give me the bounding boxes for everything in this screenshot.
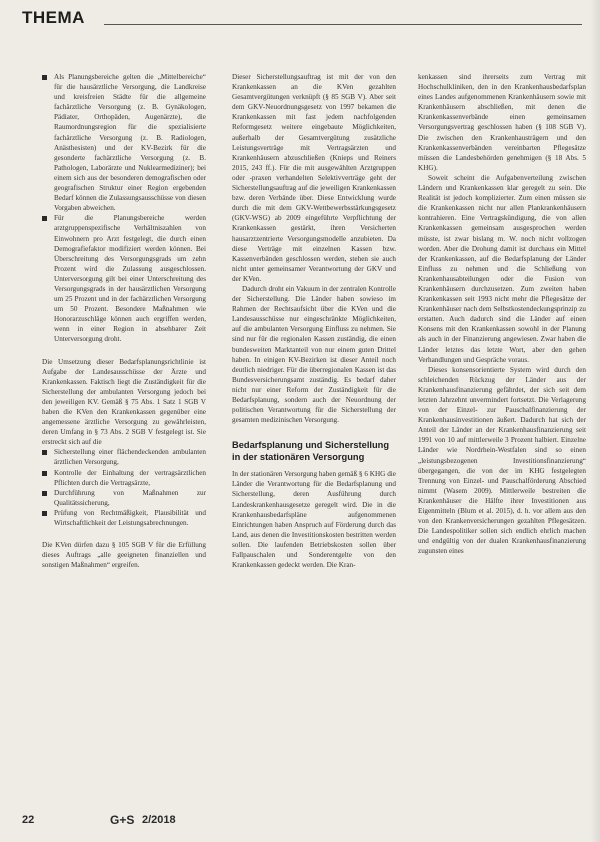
list-item: Prüfung von Rechtmäßigkeit, Plausibilität und Wirtschaftlichkeit der Leistungsabrechnungen. xyxy=(42,508,206,528)
paragraph: Soweit scheint die Aufgabenverteilung zwischen Ländern und Krankenkassen klar geregelt zu sein. Die Realität ist jedoch komplizierter. Zum einen müssen sie die Krankenkassen nicht nur allen Plankrankenhäusern kontrahieren. Eine Vertragskündigung, die von allen Krankenkassen gemeinsam ausgesprochen werden müsste, ist zwar bislang m. W. noch nicht vollzogen worden. Aber die Drohung damit ist durchaus ein Mittel der Krankenkassen, auf die Bedarfsplanung der Länder Einfluss zu nehmen und die Schließung von Krankenhausabteilungen oder die Fusion von Krankenhäusern durchzusetzen. Zum zweiten haben Krankenkassen seit 1993 nicht mehr die Pflegesätze der Krankenhäuser nach dem Selbstkostendeckungsprinzip zu erstatten. Auch dadurch sind die Länder auf einen Konsens mit den Krankenkassen sowohl in der Planung als auch in der Finanzierung angewiesen. Zwar haben die Länder letztes das letzte Wort, aber den gehen Verhandlungen und Gespräche voraus. xyxy=(418,173,586,364)
gutter-shadow xyxy=(590,0,600,842)
list-item: Als Planungsbereiche gelten die „Mittelbereiche“ für die hausärztliche Versorgung, die Landkreise und kreisfreien Städte für die allgemeine fachärztliche Versorgung (z. B. Gynäkologen, Pädiater, Orthopäden, Augenärzte), die Raumordnungsregion für die spezialisierte fachärztliche Versorgung (z. B. Radiologen, Anästhesisten) und der KV-Bezirk für die gesonderte fachärztliche Versorgung (z. B. Pathologen, Laborärzte und Nuklearmediziner); bei einem sich aus der besonderen demografischen oder geografischen Struktur einer Region ergebenden Bedarf können die Zulassungsausschüsse von diesen Vorgaben abweichen. xyxy=(42,72,206,213)
section-header xyxy=(22,8,582,34)
journal-name: G+S xyxy=(110,813,135,827)
paragraph: In der stationären Versorgung haben gemäß § 6 KHG die Länder die Verantwortung für die Bedarfsplanung und Sicherstellung, deren Ausführung durch Landeskrankenhausgesetze geregelt wird. Die in die Krankenhausbedarfspläne aufgenommenen Einrichtungen haben Anspruch auf Förderung durch das Land, aus denen die Investitionskosten bestritten werden sollen. Die laufenden Betriebskosten sollen über Fallpauschalen und Sonderentgelte von den Krankenkassen gedeckt werden. Die Kran- xyxy=(232,470,396,570)
issue-number: 2/2018 xyxy=(142,814,176,826)
paragraph: Dadurch droht ein Vakuum in der zentralen Kontrolle der Sicherstellung. Die Länder haben sowieso im Rahmen der Rechtsaufsicht über die KVen und die Landesausschüsse nur eingeschränkte Möglichkeiten, auf die ambulanten Versorgung Einfluss zu nehmen. Sie sind nur für die regionalen Kassen zuständig, die einen bundesweiten Marktanteil von nur einem guten Drittel haben. In einigen KV-Bezirken ist dieser Anteil noch deutlich niedriger. Für die überregionalen Kassen ist das Bundesversicherungsamt zuständig. Es bedarf daher nicht nur einer Reform der Zuständigkeit für die Bedarfsplanung, sondern auch der Neuordnung der politischen Verantwortung für die Sicherstellung der gesamten medizinischen Versorgung. xyxy=(232,284,396,425)
text-column-1 xyxy=(42,72,206,762)
page-footer xyxy=(22,812,582,832)
bullet-list-planning xyxy=(42,72,206,345)
paragraph: Dieser Sicherstellungsauftrag ist mit der von den Krankenkassen an die KVen gezahlten Gesamtvergütungen verknüpft (§ 85 SGB V). Aber seit dem GKV-Neuordnungsgesetz von 1997 bekamen die Krankenkassen mit fast jedem nachfolgenden Reformgesetz weitere eingebaute Möglichkeiten, außerhalb der Gesamtvergütung zusätzliche Leistungsverträge mit Vertragsärzten und Krankenhäusern abzuschließen (Knieps und Reiners 2015, 243 ff.). Für die mit ausgewählten Arztgruppen oder -praxen verhandelten Selektivverträge geht der Sicherstellungsauftrag auf die jeweiligen Krankenkassen bzw. deren Verbände über. Diese Entwicklung wurde durch die mit dem GKV-Wettbewerbsstärkungsgesetz (GKV-WSG) ab 2009 eingeführte Verpflichtung der Krankenkassen gestärkt, ihren Versicherten hausarztzentrierte Versorgungsmodelle anzubieten. Da diese Verträge mit einzelnen Kassen bzw. Kassenverbänden geschlossen werden, stehen sie auch nicht unter gemeinsamer Verantwortung der GKV und der KVen. xyxy=(232,73,396,283)
list-item: Sicherstellung einer flächendeckenden ambulanten ärztlichen Versorgung, xyxy=(42,447,206,467)
text-column-3 xyxy=(418,72,586,792)
page-number: 22 xyxy=(22,814,35,826)
section-title: THEMA xyxy=(22,8,85,27)
spacer xyxy=(42,528,206,540)
list-item: Kontrolle der Einhaltung der vertragsärztlichen Pflichten durch die Vertragsärzte, xyxy=(42,468,206,488)
subheading: Bedarfsplanung und Sicherstellung in der stationären Versorgung xyxy=(232,440,390,463)
header-rule xyxy=(104,24,582,25)
paragraph: Die KVen dürfen dazu § 105 SGB V für die Erfüllung dieses Auftrags „alle geeigneten finanziellen und sonstigen Maßnahmen“ ergreifen. xyxy=(42,541,206,570)
paragraph: Dieses konsensorientierte System wird durch den schleichenden Rückzug der Länder aus der Krankenhausfinanzierung gefährdet, der sich seit dem letzten Jahrzehnt unvermindert fortsetzt. Die Verlagerung von der Einzel- zur Pauschalfinanzierung der Krankenhausinvestitionen äußert. Dadurch hat sich der Anteil der Länder an der Krankenhausfinanzierung seit 1991 von 10 auf mittlerweile 3 Prozent halbiert. Einzelne Länder wie Nordrhein-Westfalen sind so einen „leistungsbezogenen Investitionsfinanzierung“ übergegangen, die von der im KHG festgelegten Trennung von Einzel- und Pauschalförderung Abschied nimmt (Wasem 2009). Mittlerweile bestreiten die Krankenhäuser die Hälfte ihrer Investitionen aus Eigenmitteln (Blum et al. 2015), d. h. vor allem aus den von den Krankenversicherungen gezahlten Pflegesätzen. Die Landespolitiker sollen sich endlich ehrlich machen und endgültig von der dualen Krankenhausfinanzierung zugunsten eines xyxy=(418,365,586,556)
list-item: Für die Planungsbereiche werden arztgruppenspezifische Verhältniszahlen von Einwohnern pro Arzt festgelegt, die durch einen Demografiefaktor modifiziert werden können. Bei Überschreitung des Versorgungsgrads um zehn Prozent wird die Zulassung ausgeschlossen. Unterversorgung gilt bei einer Unterschreitung des Versorgungsgrads in der hausärztlichen Versorgung um 25 Prozent und in der fachärztlichen Versorgung um 50 Prozent. Besondere Maßnahmen wie Honorarzuschläge können auch ergriffen werden, wenn in einer Region in absehbarer Zeit Unterversorgung droht. xyxy=(42,213,206,344)
text-column-2 xyxy=(232,72,396,762)
list-item: Durchführung von Maßnahmen zur Qualitätssicherung, xyxy=(42,488,206,508)
paragraph: kenkassen sind ihrerseits zum Vertrag mit Hochschulkliniken, den in den Krankenhausbedarfsplan eines Landes aufgenommenen Krankenhäusern sowie mit Krankenhäusern abschließen, mit denen die Krankenkassenverbände einen gemeinsamen Versorgungsvertrag geschlossen haben (§ 108 SGB V). Die zwischen den Krankenhausträgern und den Krankenkassenverbänden vereinbarten Pflegesätze müssen die Landesbehörden genehmigen (§ 18 Abs. 5 KHG). xyxy=(418,73,586,172)
bullet-list-duties xyxy=(42,447,206,528)
spacer xyxy=(42,345,206,357)
paragraph: Die Umsetzung dieser Bedarfsplanungsrichtlinie ist Aufgabe der Landesausschüsse der Ärzte und Krankenkassen. Faktisch liegt die Zuständigkeit für die Sicherstellung der ambulanten Versorgung jedoch bei den jeweiligen KV. Gemäß § 75 Abs. 1 Satz 1 SGB V haben die KVen den Krankenkassen gegenüber eine angemessene ärztliche Versorgung zu gewährleisten, deren Umfang in § 73 Abs. 2 SGB V festgelegt ist. Sie erstreckt sich auf die xyxy=(42,357,206,447)
